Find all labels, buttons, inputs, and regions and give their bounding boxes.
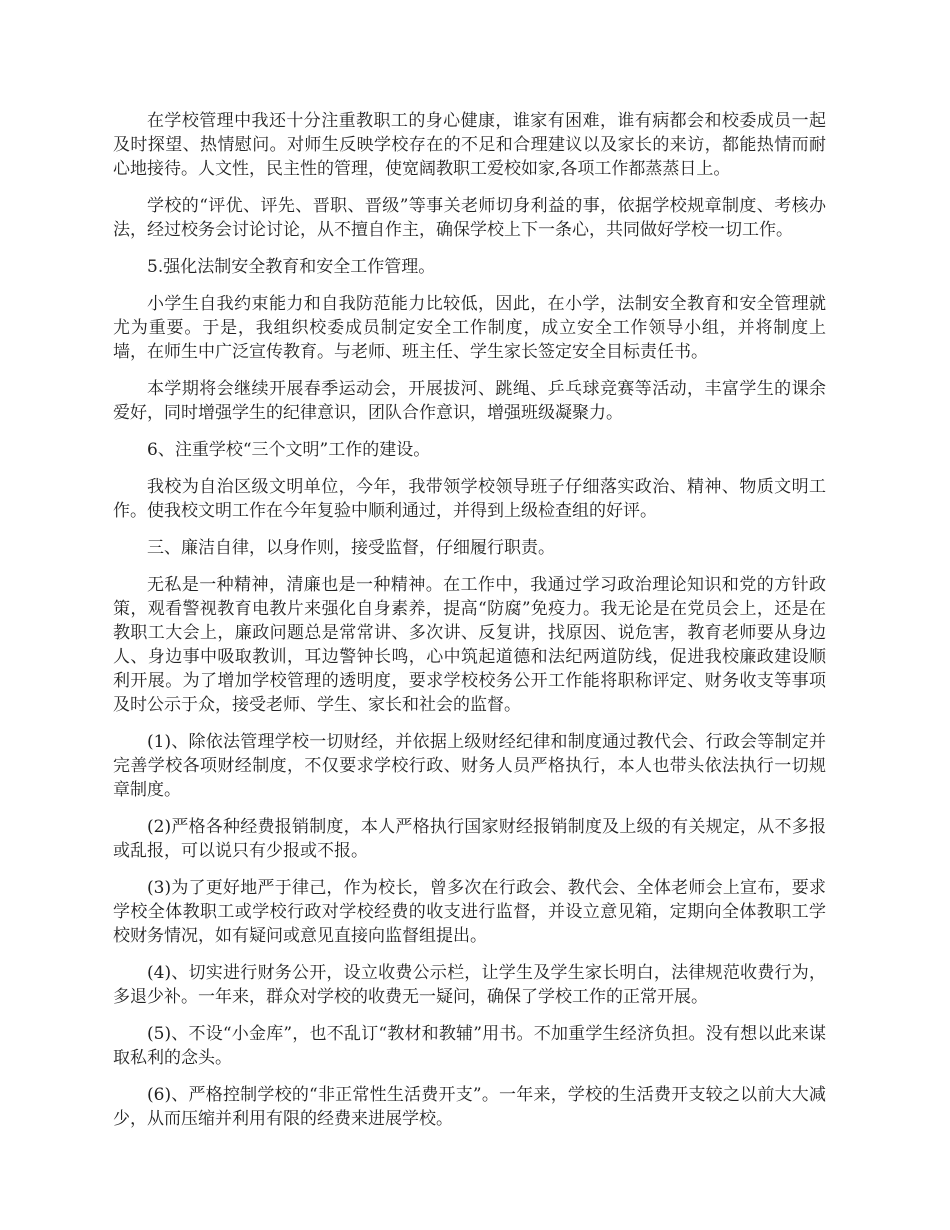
paragraph-finance-item-5: (5)、不设“小金库”，也不乱订“教材和教辅”用书。不加重学生经济负担。没有想以此来谋取私利的念头。 bbox=[113, 1024, 826, 1068]
paragraph-finance-item-1: (1)、除依法管理学校一切财经，并依据上级财经纪律和制度通过教代会、行政会等制定并完善学校各项财经制度，不仅要求学校行政、财务人员严格执行，本人也带头依法执行一切规章制度。 bbox=[113, 732, 826, 800]
paragraph-civilization-unit: 我校为自治区级文明单位，今年，我带领学校领导班子仔细落实政治、精神、物质文明工作。使我校文明工作在今年复验中顺利通过，并得到上级检查组的好评。 bbox=[113, 477, 826, 521]
paragraph-safety-management: 小学生自我约束能力和自我防范能力比较低，因此，在小学，法制安全教育和安全管理就尤为重要。于是，我组织校委成员制定安全工作制度，成立安全工作领导小组，并将制度上墙，在师生中广泛宣传教育。与老师、班主任、学生家长签定安全目标责任书。 bbox=[113, 294, 826, 362]
paragraph-integrity: 无私是一种精神，清廉也是一种精神。在工作中，我通过学习政治理论知识和党的方针政策，观看警视教育电教片来强化自身素养，提高“防腐”免疫力。我无论是在党员会上，还是在教职工大会上，廉政问题总是常常讲、多次讲、反复讲，找原因、说危害，教育老师要从身边人、身边事中吸取教训，耳边警钟长鸣，心中筑起道德和法纪两道防线，促进我校廉政建设顺利开展。为了增加学校管理的透明度，要求学校校务公开工作能将职称评定、财务收支等事项及时公示于众，接受老师、学生、家长和社会的监督。 bbox=[113, 575, 826, 715]
paragraph-finance-item-4: (4)、切实进行财务公开，设立收费公示栏，让学生及学生家长明白，法律规范收费行为，多退少补。一年来，群众对学校的收费无一疑问，确保了学校工作的正常开展。 bbox=[113, 963, 826, 1007]
paragraph-finance-item-6: (6)、严格控制学校的“非正常性生活费开支”。一年来，学校的生活费开支较之以前大大减少，从而压缩并利用有限的经费来进展学校。 bbox=[113, 1085, 826, 1129]
paragraph-health-care: 在学校管理中我还十分注重教职工的身心健康，谁家有困难，谁有病都会和校委成员一起及时探望、热情慰问。对师生反映学校存在的不足和合理建议以及家长的来访，都能热情而耐心地接待。人文性，民主性的管理，使宽阔教职工爱校如家,各项工作都蒸蒸日上。 bbox=[113, 111, 826, 179]
paragraph-finance-item-2: (2)严格各种经费报销制度，本人严格执行国家财经报销制度及上级的有关规定，从不多报或乱报，可以说只有少报或不报。 bbox=[113, 817, 826, 861]
heading-safety-education: 5.强化法制安全教育和安全工作管理。 bbox=[147, 257, 436, 277]
heading-integrity-self-discipline: 三、廉洁自律，以身作则，接受监督，仔细履行职责。 bbox=[147, 538, 555, 558]
paragraph-sports-meeting: 本学期将会继续开展春季运动会，开展拔河、跳绳、乒乓球竞赛等活动，丰富学生的课余爱好，同时增强学生的纪律意识，团队合作意识，增强班级凝聚力。 bbox=[113, 379, 826, 423]
heading-three-civilizations: 6、注重学校“三个文明”工作的建设。 bbox=[147, 440, 431, 460]
document-body bbox=[113, 109, 826, 1144]
paragraph-evaluation: 学校的“评优、评先、晋职、晋级”等事关老师切身利益的事，依据学校规章制度、考核办法，经过校务会讨论讨论，从不擅自作主，确保学校上下一条心，共同做好学校一切工作。 bbox=[113, 196, 826, 240]
paragraph-finance-item-3: (3)为了更好地严于律己，作为校长，曾多次在行政会、教代会、全体老师会上宣布，要求学校全体教职工或学校行政对学校经费的收支进行监督，并设立意见箱，定期向全体教职工学校财务情况，如有疑问或意见直接向监督组提出。 bbox=[113, 878, 826, 946]
